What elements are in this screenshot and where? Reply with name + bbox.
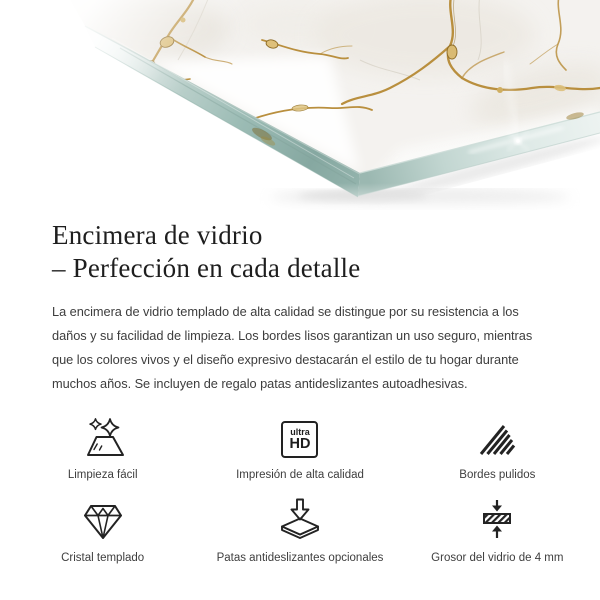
title-line-1: Encimera de vidrio (52, 220, 263, 250)
feature-label: Limpieza fácil (67, 469, 138, 481)
polished-edges-icon (476, 416, 518, 458)
feature-label: Impresión de alta calidad (236, 469, 364, 481)
ultra-hd-badge-bottom: HD (289, 435, 311, 452)
bottom-white-fade (0, 183, 600, 213)
product-description-text: La encimera de vidrio templado de alta calidad se distingue por su resistencia a los daños y su facilidad de limpieza. Los bordes lisos garantizan un uso seguro, mientras que los colores vivos y el diseño expresivo destacarán el estilo de tu hogar durante muchos años. Se incluyen de regalo patas antideslizantes autoadhesivas. (52, 304, 533, 391)
clean-sparkle-icon (80, 416, 126, 458)
feature-polished-edges (399, 416, 596, 482)
page-title (52, 219, 556, 285)
title-line-2: – Perfección en cada detalle (52, 253, 361, 283)
feature-label: Bordes pulidos (459, 469, 536, 481)
left-white-fade (0, 0, 600, 213)
feature-label: Grosor del vidrio de 4 mm (431, 552, 564, 564)
tempered-glass-icon (82, 499, 124, 541)
feature-label: Cristal templado (61, 552, 145, 564)
feature-easy-cleaning (4, 416, 201, 482)
feature-glass-thickness (399, 499, 596, 565)
feature-label: Patas antideslizantes opcionales (216, 552, 384, 564)
glass-countertop-photo (0, 0, 600, 213)
feature-anti-slip-pads (201, 499, 398, 565)
anti-slip-pads-icon (279, 499, 321, 541)
feature-hd-print (201, 416, 398, 482)
ultra-hd-icon (281, 416, 318, 458)
product-description-section (0, 219, 600, 396)
feature-tempered-glass (4, 499, 201, 565)
glass-thickness-icon (477, 499, 517, 541)
feature-grid (0, 416, 600, 565)
ultra-hd-badge-top: ultra (290, 426, 310, 437)
